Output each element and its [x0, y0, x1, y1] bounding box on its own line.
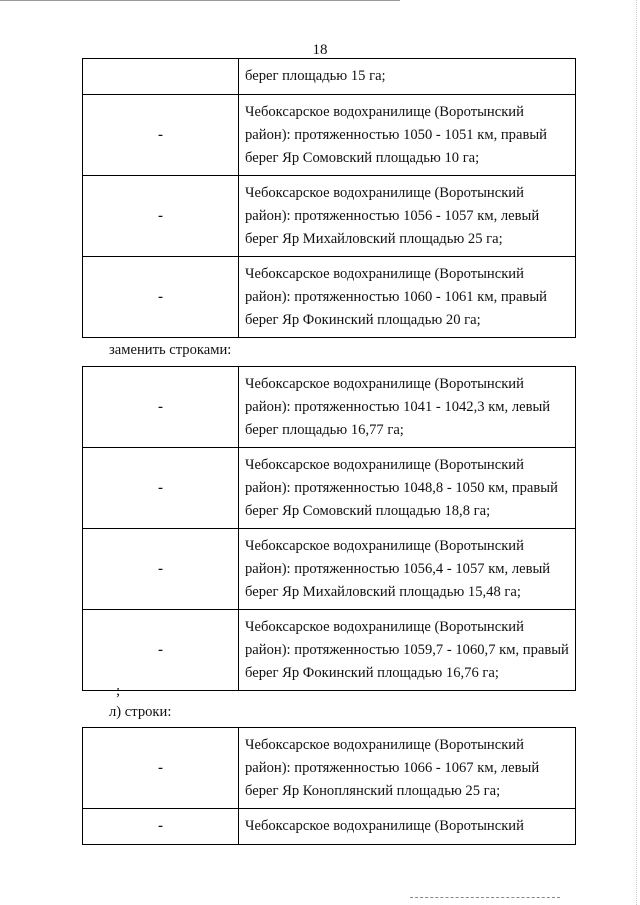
table-row [83, 448, 576, 529]
row-mark: - [83, 809, 239, 845]
table-row [83, 176, 576, 257]
row-mark: - [83, 728, 239, 809]
row-description: Чебоксарское водохранилище (Воротынский [239, 809, 576, 845]
table-row [83, 809, 576, 845]
row-mark: - [83, 448, 239, 529]
row-description: Чебоксарское водохранилище (Воротынский район): протяженностью 1059,7 - 1060,7 км, правый берег Яр Фокинский площадью 16,76 га; [239, 610, 576, 691]
row-mark: - [83, 610, 239, 691]
table-row [83, 59, 576, 95]
table-row [83, 610, 576, 691]
row-mark: - [83, 367, 239, 448]
table-row [83, 367, 576, 448]
page-number: 18 [312, 42, 328, 58]
row-mark: - [83, 95, 239, 176]
replace-label: заменить строками: [109, 342, 232, 358]
table-replacement-rows [82, 366, 576, 691]
row-mark: - [83, 176, 239, 257]
row-description: Чебоксарское водохранилище (Воротынский район): протяженностью 1066 - 1067 км, левый берег Яр Коноплянский площадью 25 га; [239, 728, 576, 809]
table-row [83, 529, 576, 610]
scan-edge-bottom [410, 897, 560, 899]
row-description: Чебоксарское водохранилище (Воротынский район): протяженностью 1048,8 - 1050 км, правый берег Яр Сомовский площадью 18,8 га; [239, 448, 576, 529]
row-mark: - [83, 257, 239, 338]
row-description: берег площадью 15 га; [239, 59, 576, 95]
row-description: Чебоксарское водохранилище (Воротынский район): протяженностью 1056,4 - 1057 км, левый берег Яр Михайловский площадью 15,48 га; [239, 529, 576, 610]
row-mark: - [83, 529, 239, 610]
table-row [83, 257, 576, 338]
table-original-rows [82, 58, 576, 338]
scan-edge-right [636, 0, 637, 905]
row-description: Чебоксарское водохранилище (Воротынский район): протяженностью 1056 - 1057 км, левый берег Яр Михайловский площадью 25 га; [239, 176, 576, 257]
table-row [83, 728, 576, 809]
table-next-rows [82, 727, 576, 845]
table-row [83, 95, 576, 176]
row-description: Чебоксарское водохранилище (Воротынский район): протяженностью 1060 - 1061 км, правый берег Яр Фокинский площадью 20 га; [239, 257, 576, 338]
row-mark [83, 59, 239, 95]
semicolon-mark: ; [116, 683, 121, 699]
item-label: л) строки: [109, 704, 172, 720]
scan-edge-top [0, 0, 400, 1]
row-description: Чебоксарское водохранилище (Воротынский район): протяженностью 1050 - 1051 км, правый берег Яр Сомовский площадью 10 га; [239, 95, 576, 176]
row-description: Чебоксарское водохранилище (Воротынский район): протяженностью 1041 - 1042,3 км, левый берег площадью 16,77 га; [239, 367, 576, 448]
